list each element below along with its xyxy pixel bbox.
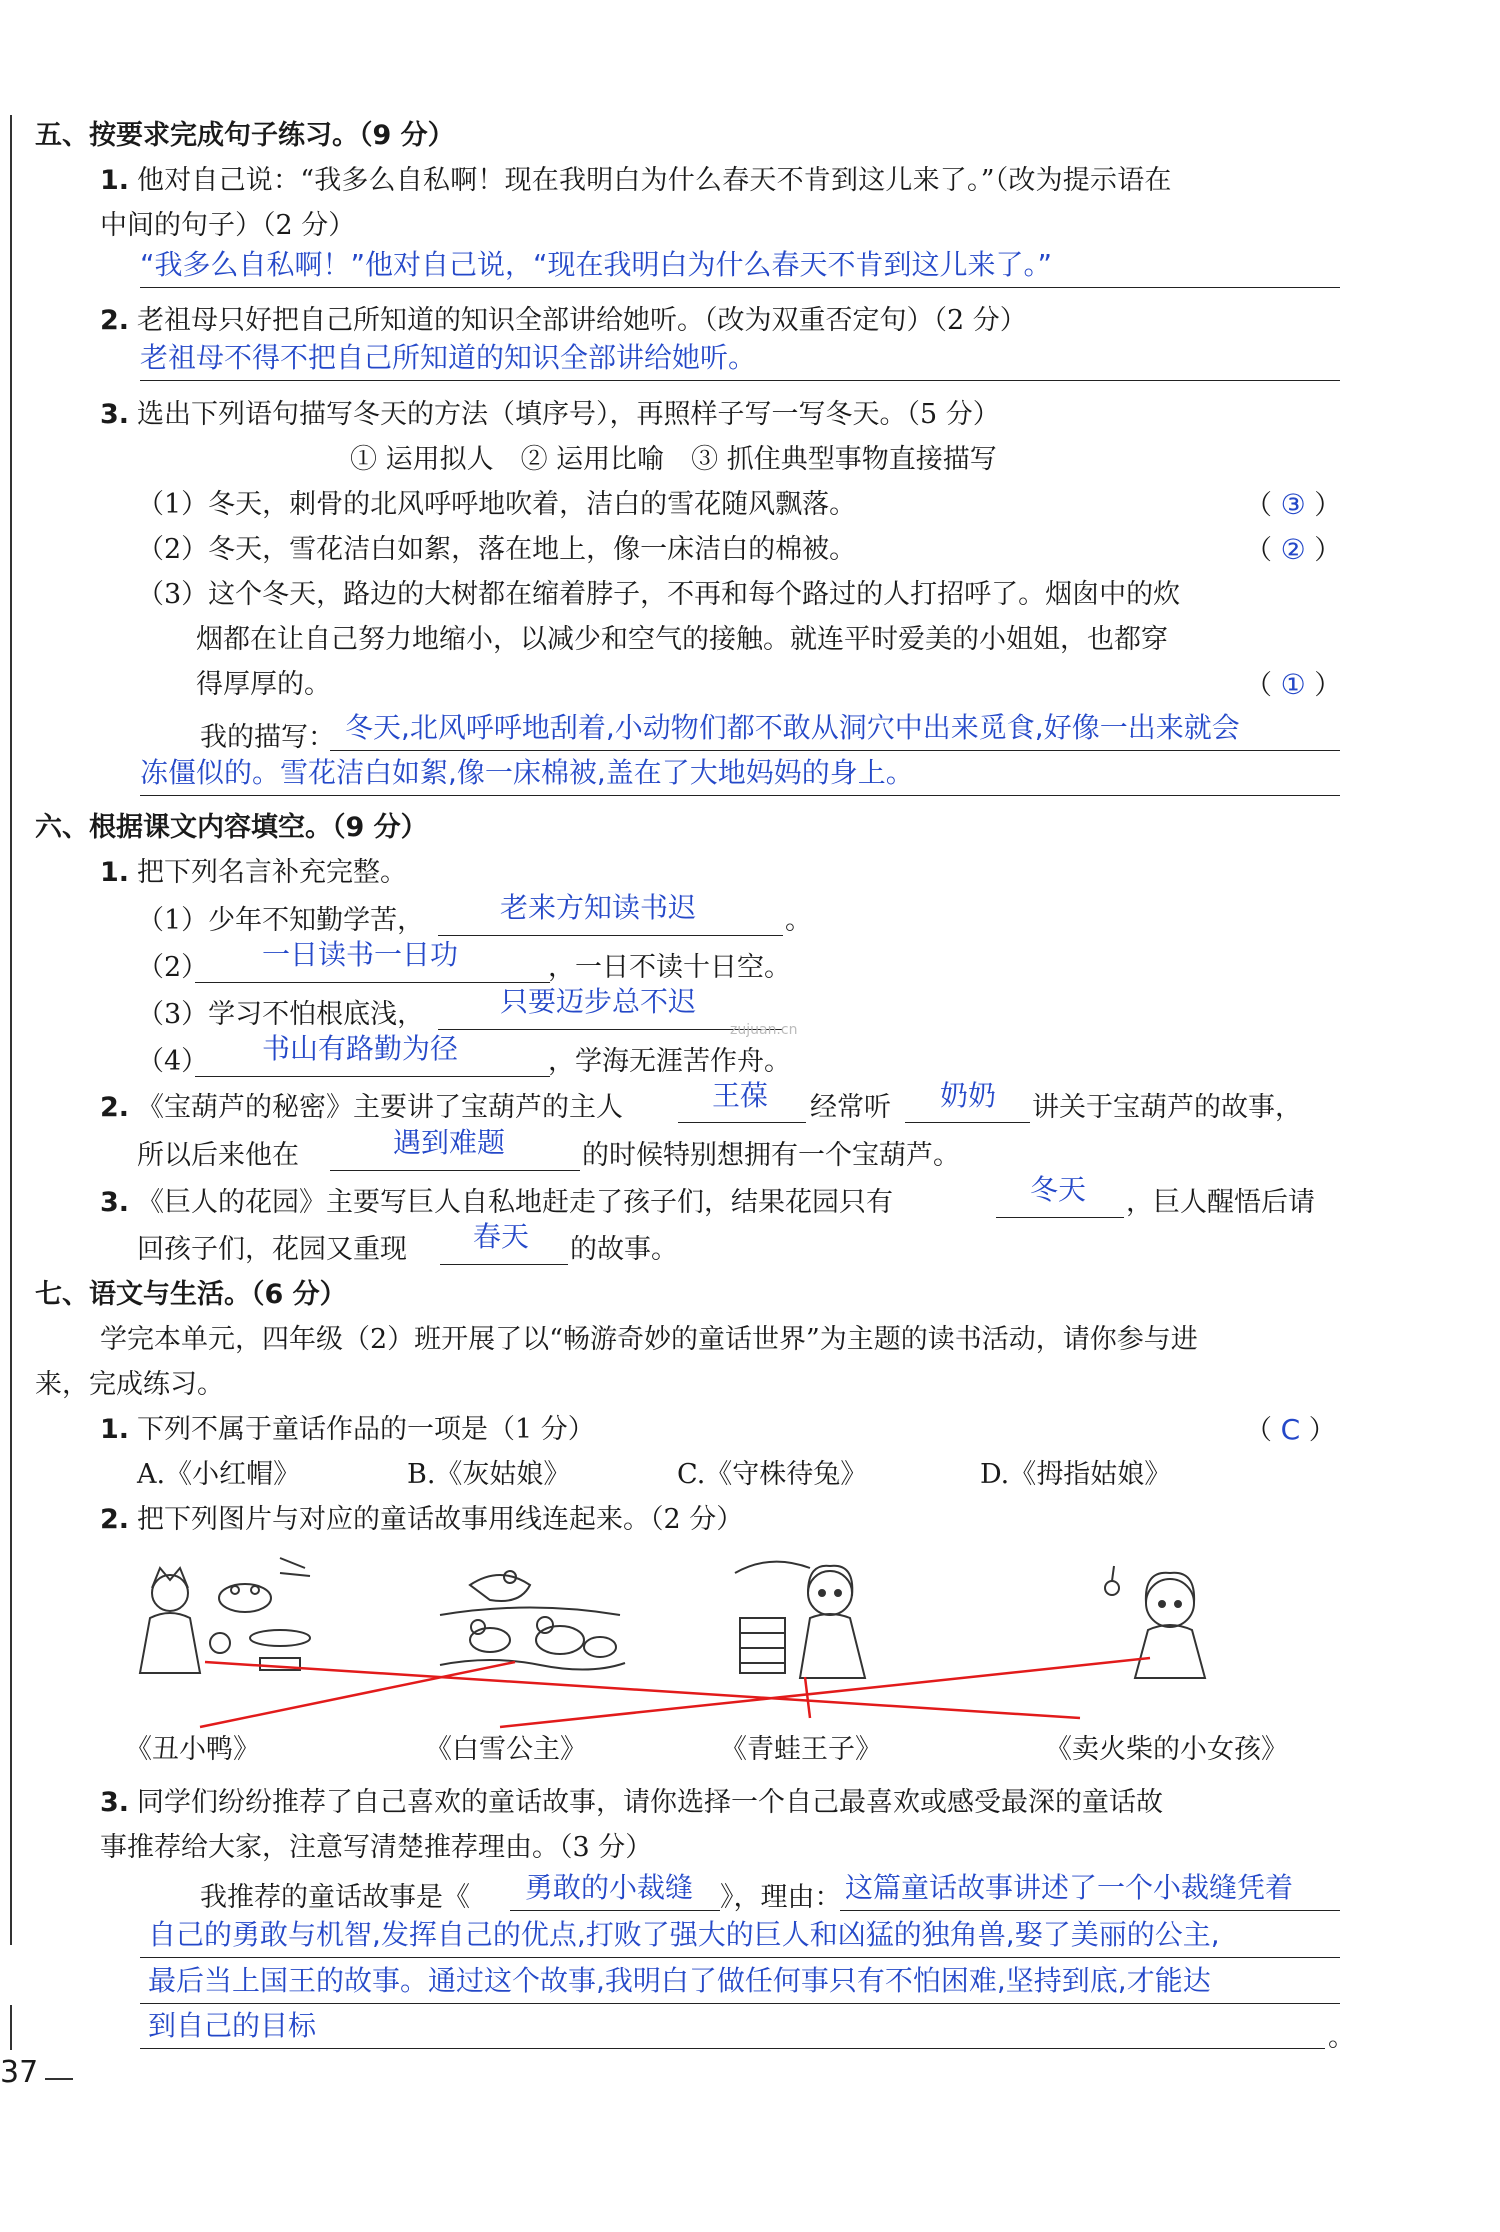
s7-q3-reason-line3: 最后当上国王的故事。通过这个故事,我明白了做任何事只有不怕困难,坚持到底,才能达 <box>148 1964 1211 1997</box>
page-number: 37 <box>0 2055 39 2090</box>
s6-q3-text-c: 回孩子们，花园又重现 <box>137 1234 407 1265</box>
s5-q3-item3-line1: （3）这个冬天，路边的大树都在缩着脖子，不再和每个路过的人打招呼了。烟囱中的炊 <box>137 579 1181 610</box>
section-7-title: 七、语文与生活。（6 分） <box>35 1279 347 1310</box>
s7-q1-option-d: D.《拇指姑娘》 <box>980 1459 1172 1490</box>
s6-q2-answer3: 遇到难题 <box>393 1126 506 1159</box>
s7-q1-paren: （ C ） <box>1245 1413 1336 1446</box>
s6-q2-text-d: 所以后来他在 <box>137 1140 299 1171</box>
s5-q1-text: 他对自己说：“我多么自私啊！现在我明白为什么春天不肯到这儿来了。”（改为提示语在 <box>137 165 1172 196</box>
s6-watermark: zujuan.cn <box>730 1022 798 1038</box>
s6-q1-text: 把下列名言补充完整。 <box>137 857 407 888</box>
s6-m2-label: （2） <box>137 952 209 983</box>
s6-m4-label: （4） <box>137 1046 209 1077</box>
s5-q3-item3-answer: ① <box>1280 668 1306 701</box>
s5-q3-my-label: 我的描写： <box>200 722 335 753</box>
s5-q3-item1: （1）冬天，刺骨的北风呼呼地吹着，洁白的雪花随风飘落。 <box>137 489 857 520</box>
s5-q3-text: 选出下列语句描写冬天的方法（填序号），再照样子写一写冬天。（5 分） <box>137 399 1000 430</box>
s5-q3-item1-answer: ③ <box>1280 488 1306 521</box>
s5-q3-item2-answer: ② <box>1280 533 1306 566</box>
s7-q1-answer: C <box>1280 1413 1301 1446</box>
s7-q3-reason-line1: 这篇童话故事讲述了一个小裁缝凭着 <box>845 1871 1294 1904</box>
s5-q3-number: 3. <box>100 399 130 430</box>
s7-q3-reason-ul4 <box>140 2048 1325 2049</box>
s7-q2-text: 把下列图片与对应的童话故事用线连起来。（2 分） <box>137 1504 744 1535</box>
s7-intro-line2: 来，完成练习。 <box>35 1369 224 1400</box>
s6-q3-text-a: 《巨人的花园》主要写巨人自私地赶走了孩子们，结果花园只有 <box>137 1187 893 1218</box>
s7-q3-label: 我推荐的童话故事是《 <box>200 1882 470 1913</box>
s6-m1-end: 。 <box>785 905 812 936</box>
s6-q2-text-e: 的时候特别想拥有一个宝葫芦。 <box>582 1140 960 1171</box>
s6-q3-number: 3. <box>100 1187 130 1218</box>
s7-q1-number: 1. <box>100 1414 130 1445</box>
s5-q3-item3-line3: 得厚厚的。 <box>196 669 331 700</box>
s6-m2-answer: 一日读书一日功 <box>262 938 459 971</box>
section-6-title: 六、根据课文内容填空。（9 分） <box>35 812 428 843</box>
s7-q1-option-a: A.《小红帽》 <box>137 1459 301 1490</box>
s7-q1-option-c: C.《守株待兔》 <box>677 1459 868 1490</box>
s5-q3-item3-line2: 烟都在让自己努力地缩小，以减少和空气的接触。就连平时爱美的小姐姐，也都穿 <box>196 624 1168 655</box>
s6-m3-text: （3）学习不怕根底浅， <box>137 999 425 1030</box>
s6-q1-number: 1. <box>100 857 130 888</box>
s5-q3-my-answer2: 冻僵似的。雪花洁白如絮,像一床棉被,盖在了大地妈妈的身上。 <box>140 756 914 789</box>
s6-q2-text-b: 经常听 <box>810 1092 891 1123</box>
s7-q3-reason-ul3 <box>140 2003 1340 2004</box>
s5-q2-number: 2. <box>100 305 130 336</box>
s6-q3-text-b: ，巨人醒悟后请 <box>1126 1187 1315 1218</box>
story-title-match-girl: 《卖火柴的小女孩》 <box>1045 1734 1288 1765</box>
s6-q2-answer1: 王葆 <box>712 1079 769 1112</box>
s6-q3-text-d: 的故事。 <box>570 1234 678 1265</box>
s5-q1-text2: 中间的句子）（2 分） <box>100 210 356 241</box>
s5-q3-item2-paren: （ ② ） <box>1245 533 1342 566</box>
s5-q3-my-answer1: 冬天,北风呼呼地刮着,小动物们都不敢从洞穴中出来觅食,好像一出来就会 <box>345 711 1240 744</box>
line-frog-prince <box>205 1662 1080 1718</box>
s7-q3-end: 。 <box>1328 2022 1355 2053</box>
s6-m1-answer: 老来方知读书迟 <box>500 891 697 924</box>
s5-q1-number: 1. <box>100 165 130 196</box>
s7-q3-book-answer: 勇敢的小裁缝 <box>525 1871 694 1904</box>
page-number-dash <box>45 2078 73 2080</box>
s6-m2-text: ，一日不读十日空。 <box>548 952 791 983</box>
s5-q2-answer: 老祖母不得不把自己所知道的知识全部讲给她听。 <box>140 341 757 374</box>
s7-q3-label2: 》，理由： <box>720 1882 842 1913</box>
s6-q2-number: 2. <box>100 1092 130 1123</box>
s7-q3-book-line <box>510 1910 720 1911</box>
s6-m3-answer: 只要迈步总不迟 <box>500 985 697 1018</box>
line-match-girl <box>805 1677 810 1718</box>
s5-q1-answer: “我多么自私啊！”他对自己说，“现在我明白为什么春天不肯到这儿来了。” <box>140 248 1053 281</box>
s7-q3-reason-ul1 <box>840 1910 1340 1911</box>
s5-q3-item2: （2）冬天，雪花洁白如絮，落在地上，像一床洁白的棉被。 <box>137 534 857 565</box>
s7-q3-reason-line2: 自己的勇敢与机智,发挥自己的优点,打败了强大的巨人和凶猛的独角兽,娶了美丽的公主, <box>148 1918 1220 1951</box>
s6-q3-answer2: 春天 <box>473 1220 530 1253</box>
s7-intro-line1: 学完本单元，四年级（2）班开展了以“畅游奇妙的童话世界”为主题的读书活动，请你参与进 <box>100 1324 1198 1355</box>
s7-q3-reason-ul2 <box>140 1957 1340 1958</box>
s6-m4-text: ，学海无涯苦作舟。 <box>548 1046 791 1077</box>
s6-m1-text: （1）少年不知勤学苦， <box>137 905 425 936</box>
story-title-ugly-duckling: 《丑小鸭》 <box>125 1734 260 1765</box>
s7-q3-number: 3. <box>100 1787 130 1818</box>
s7-q2-number: 2. <box>100 1504 130 1535</box>
s7-q1-option-b: B.《灰姑娘》 <box>407 1459 571 1490</box>
s7-q3-text2: 事推荐给大家，注意写清楚推荐理由。（3 分） <box>100 1832 653 1863</box>
s5-q3-item3-paren: （ ① ） <box>1245 668 1342 701</box>
s5-q3-item1-paren: （ ③ ） <box>1245 488 1342 521</box>
s6-q2-text-c: 讲关于宝葫芦的故事， <box>1032 1092 1302 1123</box>
s6-q2-answer2: 奶奶 <box>940 1079 997 1112</box>
story-title-frog-prince: 《青蛙王子》 <box>720 1734 882 1765</box>
s5-q3-options: ① 运用拟人 ② 运用比喻 ③ 抓住典型事物直接描写 <box>350 444 997 475</box>
section-5-title: 五、按要求完成句子练习。（9 分） <box>35 120 455 151</box>
story-title-snow-white: 《白雪公主》 <box>425 1734 587 1765</box>
s7-q3-reason-line4: 到自己的目标 <box>148 2009 317 2042</box>
s7-q1-text: 下列不属于童话作品的一项是（1 分） <box>137 1414 595 1445</box>
s6-m4-answer: 书山有路勤为径 <box>262 1032 459 1065</box>
s6-q3-answer1: 冬天 <box>1030 1173 1087 1206</box>
s7-q3-text1: 同学们纷纷推荐了自己喜欢的童话故事，请你选择一个自己最喜欢或感受最深的童话故 <box>137 1787 1163 1818</box>
s5-q2-text: 老祖母只好把自己所知道的知识全部讲给她听。（改为双重否定句）（2 分） <box>137 305 1027 336</box>
s6-q2-text-a: 《宝葫芦的秘密》主要讲了宝葫芦的主人 <box>137 1092 623 1123</box>
